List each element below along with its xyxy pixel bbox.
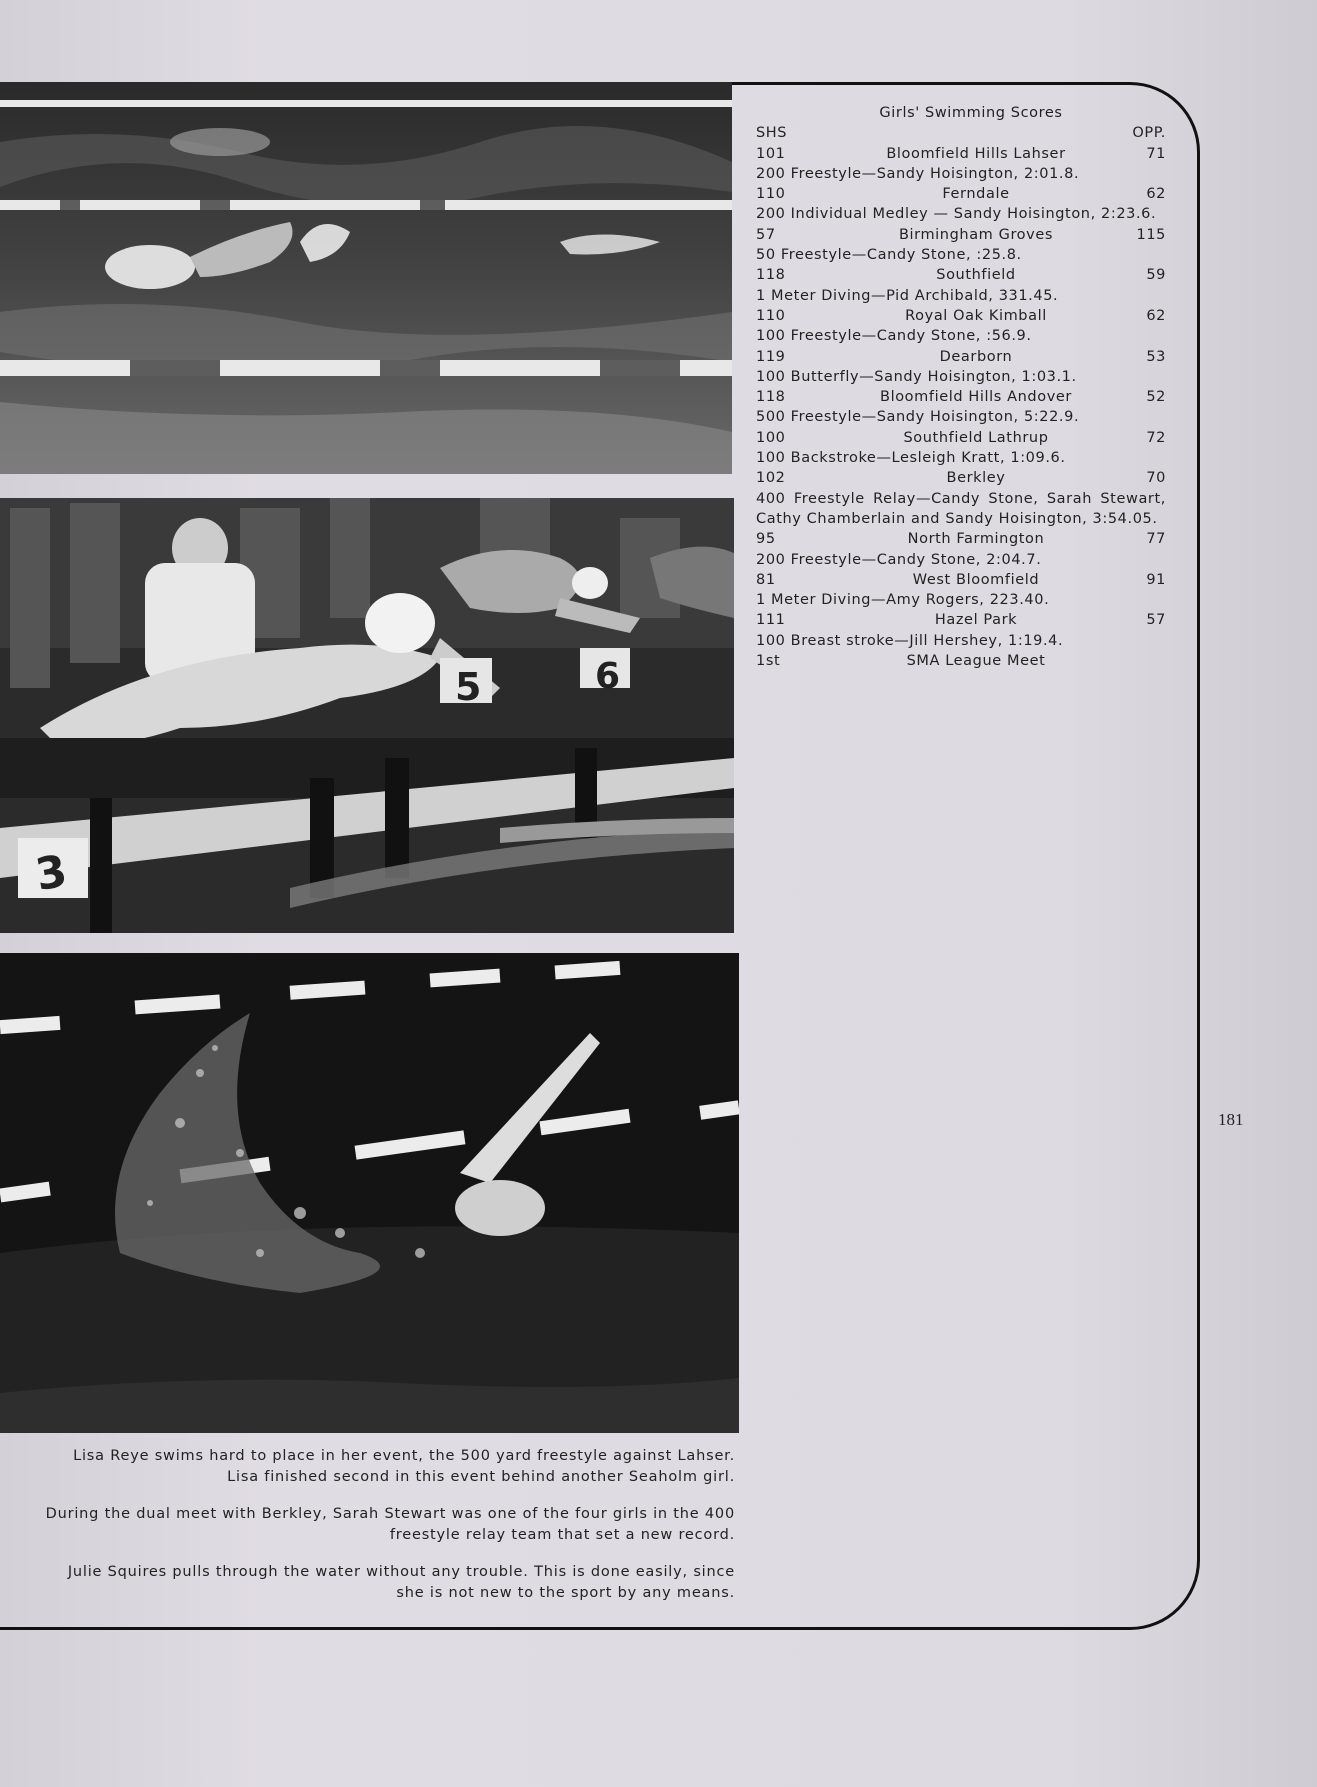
opp-score: 59 (1146, 267, 1166, 284)
meets-list (756, 144, 1166, 672)
caption-lisa-reye: Lisa Reye swims hard to place in her event, the 500 yard freestyle against Lahser. Lisa finished second in this event behind another Seaholm girl. (73, 1448, 735, 1485)
opponent-name: Bloomfield Hills Lahser (886, 145, 1066, 162)
svg-text:5: 5 (455, 665, 482, 709)
svg-text:3: 3 (31, 845, 71, 902)
shs-score: 101 (756, 145, 786, 162)
shs-score: 57 (756, 226, 776, 243)
meet-entry (756, 387, 1166, 428)
shs-score: 81 (756, 571, 776, 588)
opponent-name: North Farmington (907, 531, 1045, 548)
opp-score: 72 (1146, 429, 1166, 446)
opp-score: 115 (1136, 226, 1166, 243)
shs-score: 1st (756, 653, 781, 670)
scores-header-row (756, 123, 1166, 143)
record-note: 400 Freestyle Relay—Candy Stone, Sarah Stewart, Cathy Chamberlain and Sandy Hoisington, 3:54.05. (756, 490, 1166, 527)
meet-entry (756, 610, 1166, 651)
opponent-name: Dearborn (939, 348, 1013, 365)
opp-score: 62 (1146, 186, 1166, 203)
opponent-name: Southfield Lathrup (903, 429, 1049, 446)
meet-entry (756, 651, 1166, 671)
meet-entry (756, 428, 1166, 469)
record-note: 100 Backstroke—Lesleigh Kratt, 1:09.6. (756, 450, 1066, 467)
record-note: 100 Breast stroke—Jill Hershey, 1:19.4. (756, 632, 1064, 649)
opponent-name: Southfield (936, 267, 1016, 284)
opp-column-header: OPP. (1132, 125, 1166, 142)
shs-score: 110 (756, 186, 786, 203)
photo-captions (40, 1446, 735, 1620)
swimming-scores-table (756, 103, 1166, 671)
shs-score: 111 (756, 612, 786, 629)
record-note: 200 Freestyle—Sandy Hoisington, 2:01.8. (756, 165, 1080, 182)
opp-score: 91 (1146, 571, 1166, 588)
shs-score: 95 (756, 531, 776, 548)
opponent-name: Bloomfield Hills Andover (880, 389, 1072, 406)
opp-score: 52 (1146, 389, 1166, 406)
opp-score: 71 (1146, 145, 1166, 162)
shs-score: 102 (756, 470, 786, 487)
record-note: 200 Individual Medley — Sandy Hoisington, 2:23.6. (756, 206, 1157, 223)
opp-score: 53 (1146, 348, 1166, 365)
relay-start-photo (0, 498, 734, 933)
opponent-name: West Bloomfield (912, 571, 1040, 588)
record-note: 200 Freestyle—Candy Stone, 2:04.7. (756, 551, 1042, 568)
shs-score: 119 (756, 348, 786, 365)
record-note: 100 Freestyle—Candy Stone, :56.9. (756, 328, 1032, 345)
shs-column-header: SHS (756, 125, 788, 142)
record-note: 1 Meter Diving—Pid Archibald, 331.45. (756, 287, 1059, 304)
shs-score: 118 (756, 267, 786, 284)
opponent-name: Royal Oak Kimball (905, 307, 1047, 324)
meet-entry (756, 468, 1166, 529)
page-number: 181 (1218, 1110, 1244, 1129)
opponent-name: Hazel Park (934, 612, 1018, 629)
opp-score: 77 (1146, 531, 1166, 548)
caption-sarah-stewart: During the dual meet with Berkley, Sarah Stewart was one of the four girls in the 400 freestyle relay team that set a new record. (45, 1506, 735, 1543)
opp-score: 62 (1146, 307, 1166, 324)
meet-entry (756, 184, 1166, 225)
meet-entry (756, 265, 1166, 306)
scores-title: Girls' Swimming Scores (879, 105, 1063, 121)
opponent-name: Birmingham Groves (898, 226, 1054, 243)
opp-score: 57 (1146, 612, 1166, 629)
shs-score: 100 (756, 429, 786, 446)
freestyle-swimmers-photo (0, 82, 732, 474)
meet-entry (756, 225, 1166, 266)
svg-text:6: 6 (595, 656, 621, 697)
opp-score (1126, 651, 1166, 671)
meet-entry (756, 347, 1166, 388)
opponent-name: Berkley (946, 470, 1006, 487)
meet-entry (756, 529, 1166, 570)
opponent-name: SMA League Meet (906, 653, 1046, 670)
caption-julie-squires: Julie Squires pulls through the water without any trouble. This is done easily, since she is not new to the sport by any means. (67, 1564, 735, 1601)
record-note: 100 Butterfly—Sandy Hoisington, 1:03.1. (756, 368, 1077, 385)
record-note: 500 Freestyle—Sandy Hoisington, 5:22.9. (756, 409, 1080, 426)
shs-score: 118 (756, 389, 786, 406)
record-note: 1 Meter Diving—Amy Rogers, 223.40. (756, 592, 1050, 609)
meet-entry (756, 570, 1166, 611)
opp-score: 70 (1146, 470, 1166, 487)
meet-entry (756, 306, 1166, 347)
opponent-name: Ferndale (942, 186, 1010, 203)
shs-score: 110 (756, 307, 786, 324)
meet-entry (756, 144, 1166, 185)
backstroke-swimmer-photo (0, 953, 739, 1433)
record-note: 50 Freestyle—Candy Stone, :25.8. (756, 247, 1022, 264)
